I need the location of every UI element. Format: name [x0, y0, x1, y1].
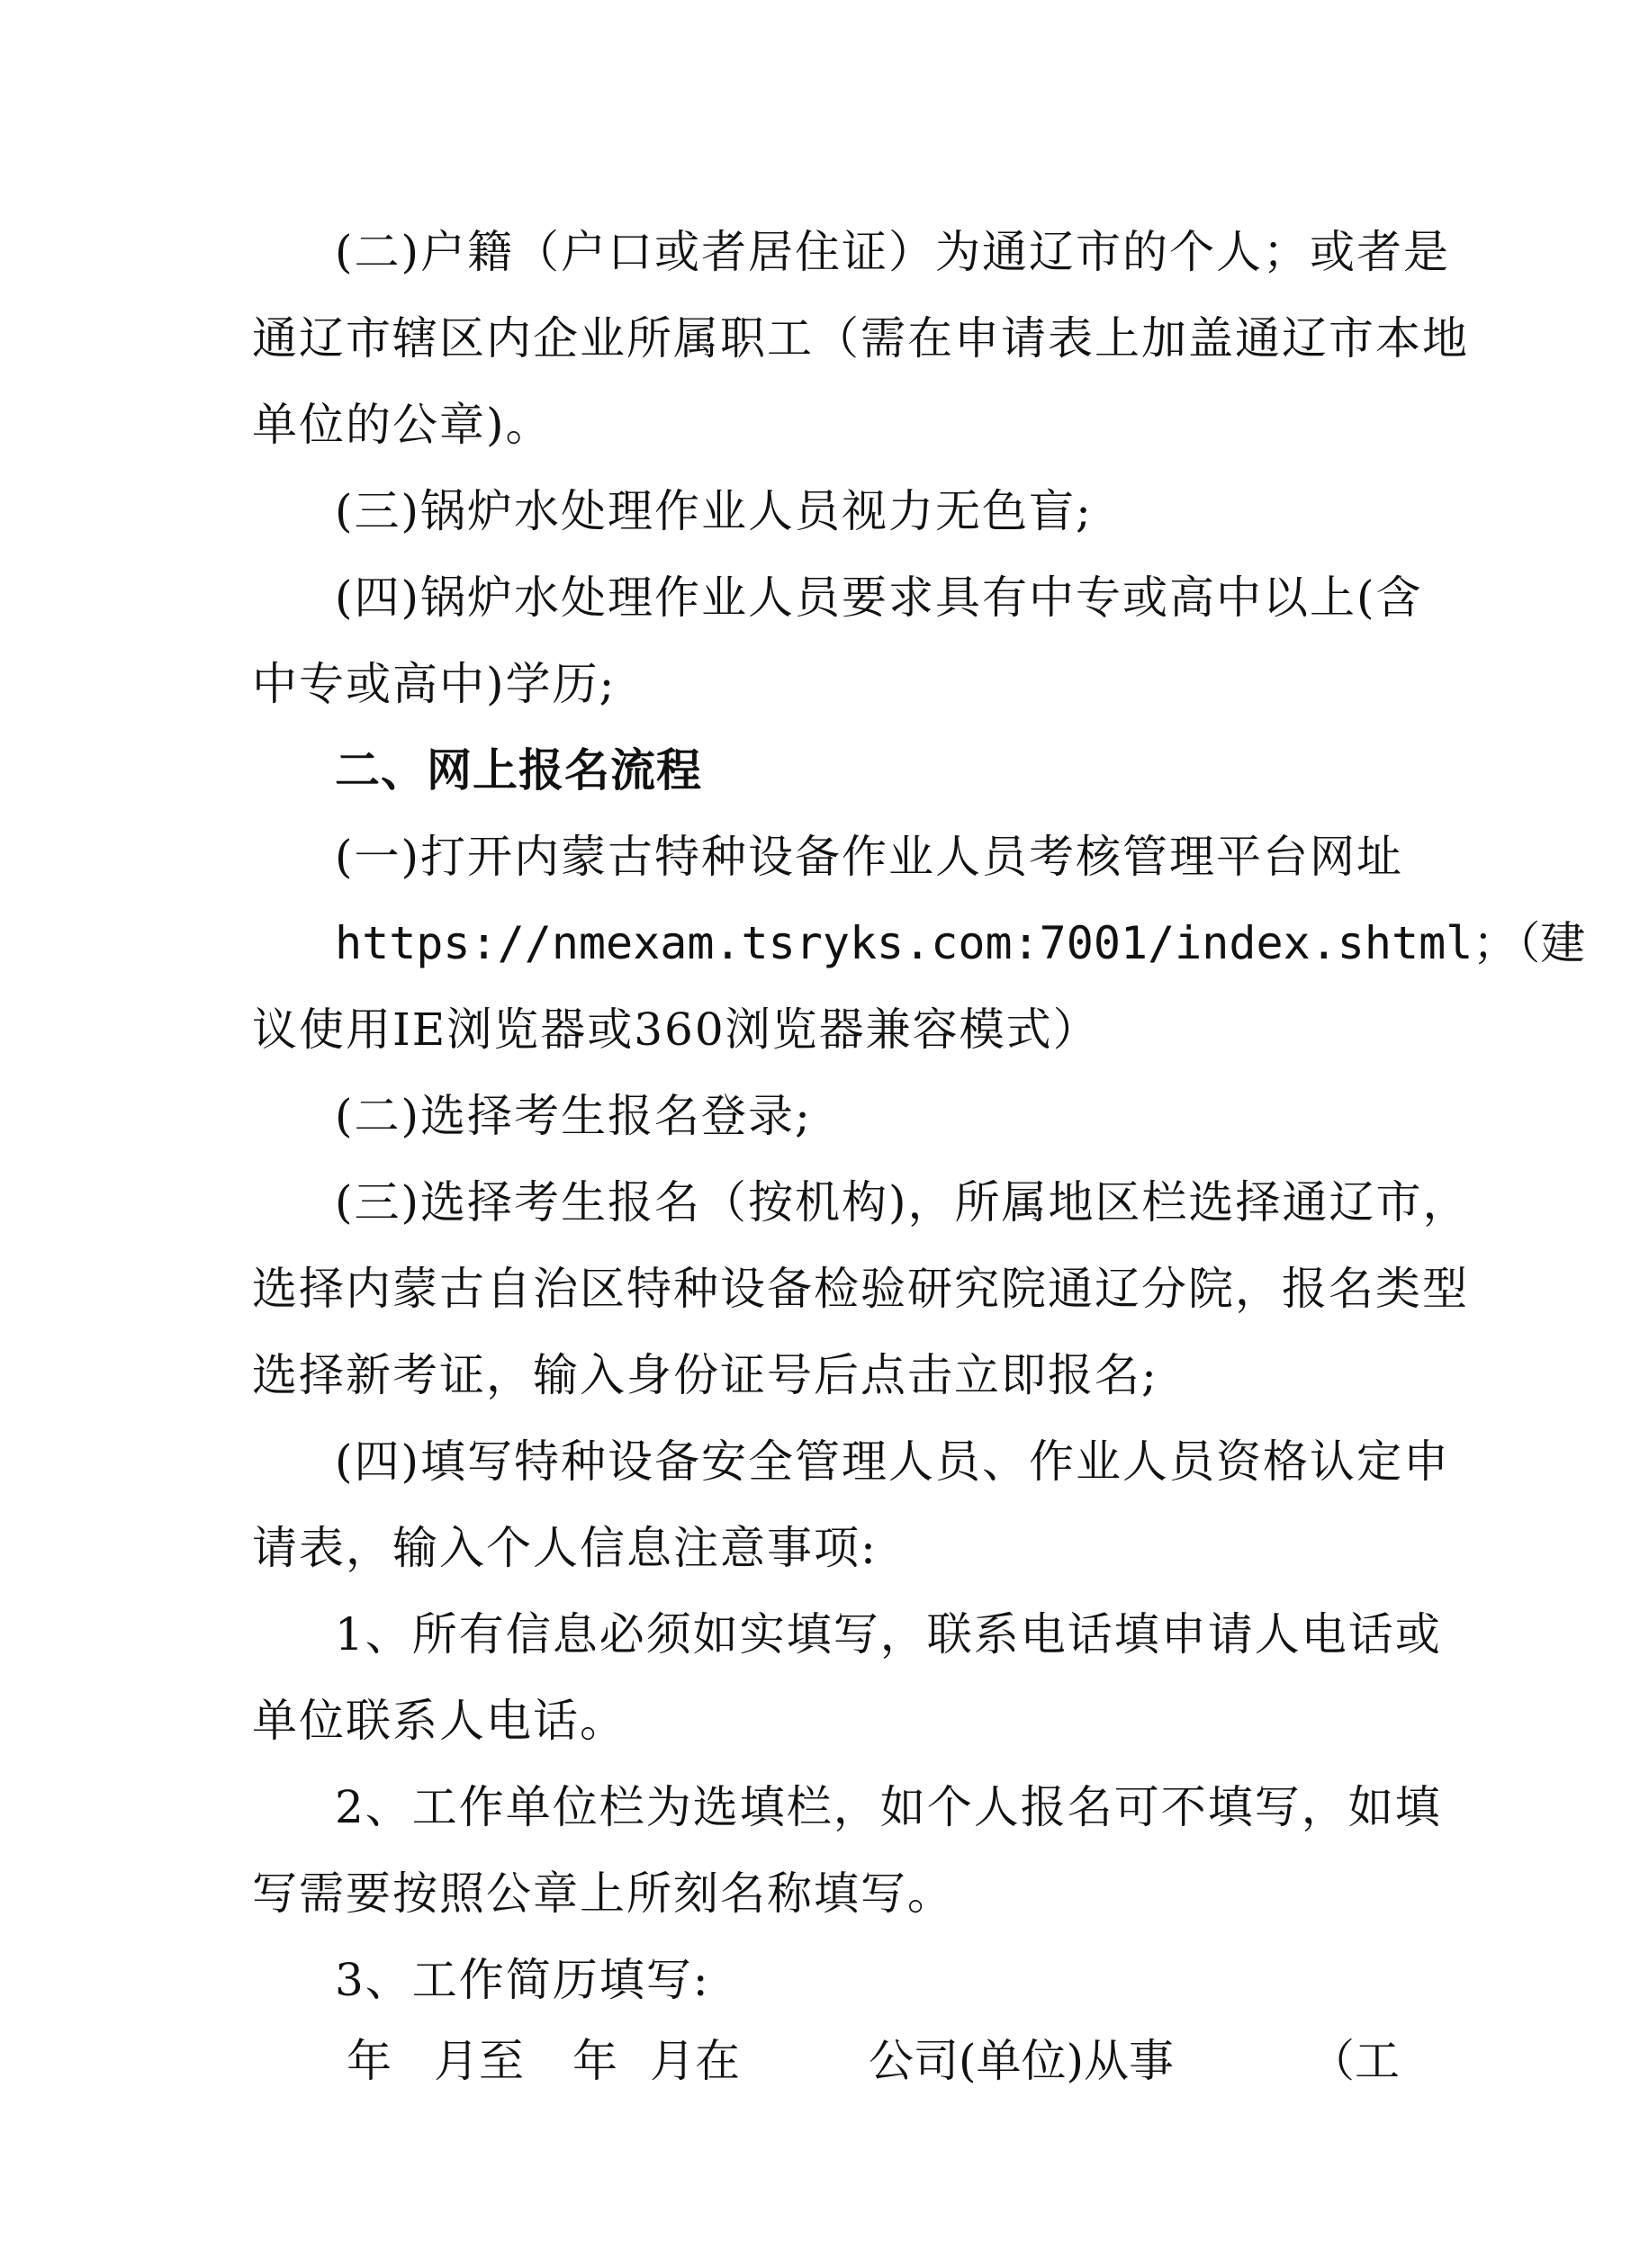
para-education-line2: 中专或高中)学历;: [252, 658, 617, 710]
para-platform-line3: 议使用IE浏览器或360浏览器兼容模式）: [252, 1004, 1100, 1056]
form-company: 公司(单位)从事: [869, 2035, 1175, 2087]
section-heading: 二、网上报名流程: [335, 744, 702, 796]
para-item1-line1: 1、所有信息必须如实填写，联系电话填申请人电话或: [335, 1608, 1442, 1660]
para-platform-line1: (一)打开内蒙古特种设备作业人员考核管理平台网址: [335, 831, 1404, 883]
para-education-line1: (四)锅炉水处理作业人员要求具有中专或高中以上(含: [335, 572, 1423, 624]
form-paren: （工: [1310, 2035, 1400, 2087]
para-household-line2: 通辽市辖区内企业所属职工（需在申请表上加盖通辽市本地: [252, 312, 1469, 364]
para-item2-line1: 2、工作单位栏为选填栏，如个人报名可不填写，如填: [335, 1781, 1442, 1833]
para-household-line3: 单位的公章)。: [252, 399, 553, 451]
para-household-line1: (二)户籍（户口或者居住证）为通辽市的个人；或者是: [335, 226, 1451, 278]
para-vision: (三)锅炉水处理作业人员视力无色盲;: [335, 485, 1093, 537]
para-item3: 3、工作简历填写:: [335, 1954, 710, 2006]
form-month-at: 月在: [650, 2035, 740, 2087]
para-register-line1: (三)选择考生报名（按机构)，所属地区栏选择通辽市，: [335, 1176, 1470, 1228]
form-month-to: 月至: [434, 2035, 524, 2087]
para-register-line3: 选择新考证，输入身份证号后点击立即报名;: [252, 1349, 1158, 1401]
para-item1-line2: 单位联系人电话。: [252, 1695, 626, 1747]
platform-url: https://nmexam.tsryks.com:7001/index.shtml；（建: [335, 917, 1586, 969]
para-item2-line2: 写需要按照公章上所刻名称填写。: [252, 1868, 954, 1920]
para-login: (二)选择考生报名登录;: [335, 1090, 812, 1142]
para-form-line2: 请表，输入个人信息注意事项:: [252, 1522, 878, 1574]
para-register-line2: 选择内蒙古自治区特种设备检验研究院通辽分院，报名类型: [252, 1263, 1469, 1315]
form-year-2: 年: [572, 2035, 617, 2087]
form-year-1: 年: [347, 2035, 392, 2087]
para-form-line1: (四)填写特种设备安全管理人员、作业人员资格认定申: [335, 1436, 1451, 1488]
